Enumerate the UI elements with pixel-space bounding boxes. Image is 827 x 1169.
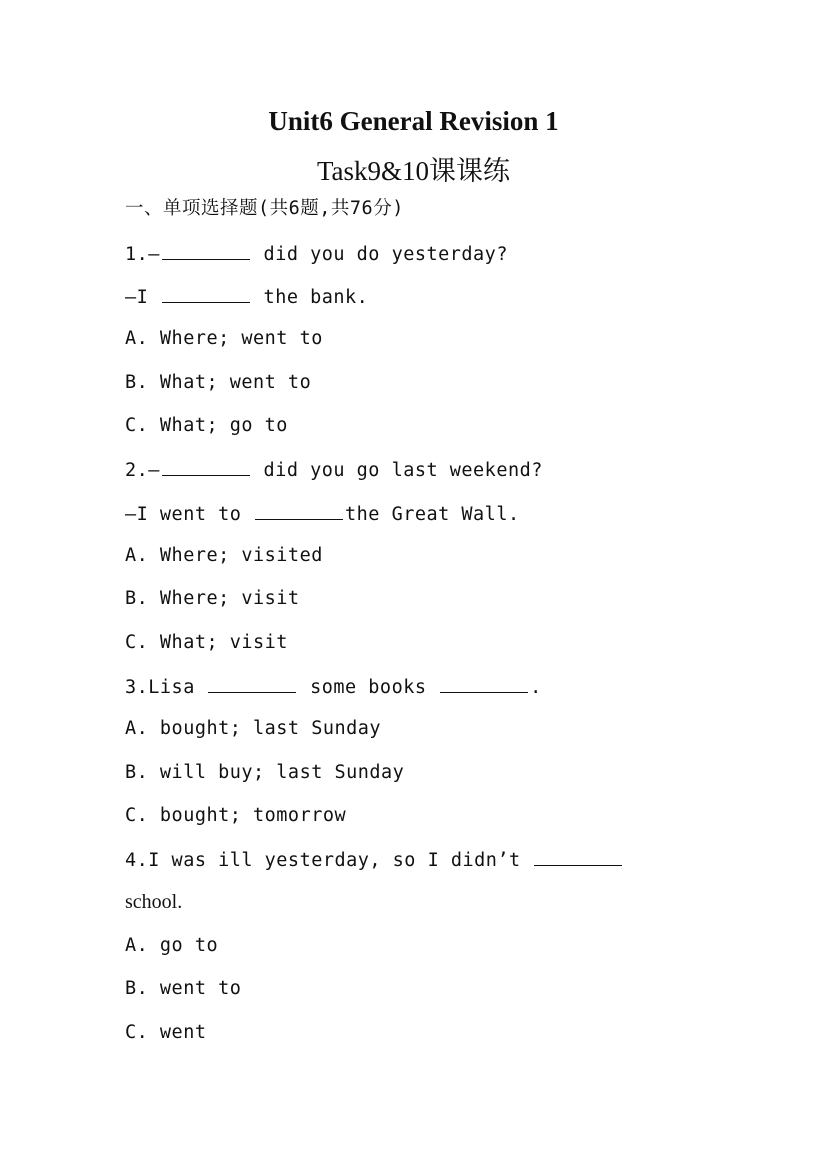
option-1c: C. What; go to	[125, 415, 288, 436]
question-2-number: 2.—	[125, 460, 160, 481]
response-text: the Great Wall.	[345, 504, 520, 525]
question-3-text: some books	[298, 677, 439, 698]
question-3-number: 3.Lisa	[125, 677, 207, 698]
option-3a: A. bought; last Sunday	[125, 718, 382, 739]
response-text: the bank.	[251, 287, 369, 308]
question-4	[125, 847, 624, 873]
answer-blank	[162, 457, 250, 476]
answer-blank	[534, 847, 622, 866]
option-2b: B. Where; visit	[125, 588, 300, 609]
question-4-continuation: school.	[125, 891, 183, 913]
response-prefix: —I	[125, 287, 160, 308]
question-2-text: did you go last weekend?	[251, 460, 543, 481]
option-4a: A. go to	[125, 935, 219, 956]
page-title: Unit6 General Revision 1	[268, 106, 559, 136]
question-1-text: did you do yesterday?	[251, 244, 508, 265]
section-heading: 一、单项选择题(共6题,共76分)	[125, 198, 404, 219]
option-2c: C. What; visit	[125, 632, 288, 653]
option-3c: C. bought; tomorrow	[125, 805, 347, 826]
option-1b: B. What; went to	[125, 372, 312, 393]
answer-blank	[440, 674, 528, 693]
option-1a: A. Where; went to	[125, 328, 323, 349]
answer-blank	[162, 284, 250, 303]
response-prefix: —I went to	[125, 504, 254, 525]
option-4c: C. went	[125, 1022, 207, 1043]
question-4-text: 4.I was ill yesterday, so I didn’t	[125, 850, 533, 871]
answer-blank	[208, 674, 296, 693]
answer-blank	[162, 241, 250, 260]
question-3-end: .	[530, 677, 542, 698]
page-subtitle: Task9&10课课练	[316, 156, 511, 186]
question-1-number: 1.—	[125, 244, 160, 265]
question-1-response	[125, 284, 368, 310]
option-2a: A. Where; visited	[125, 545, 323, 566]
answer-blank	[255, 501, 343, 520]
option-4b: B. went to	[125, 978, 242, 999]
option-3b: B. will buy; last Sunday	[125, 762, 405, 783]
question-2	[125, 457, 543, 483]
question-2-response	[125, 501, 520, 527]
question-1	[125, 241, 508, 267]
question-3	[125, 674, 542, 700]
